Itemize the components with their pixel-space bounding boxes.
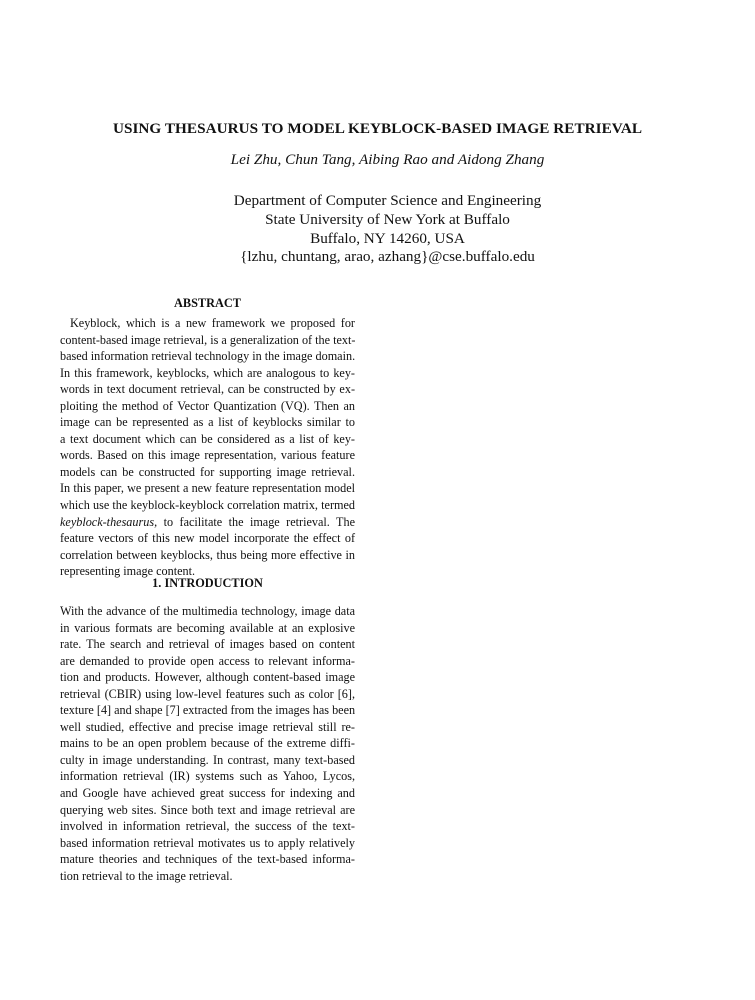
abstract-heading: ABSTRACT	[174, 296, 241, 310]
affiliation-address: Buffalo, NY 14260, USA	[310, 229, 465, 247]
abstract-line: representing image content.	[60, 564, 196, 579]
intro-line: querying web sites. Since both text and image retrieval are	[60, 802, 355, 817]
abstract-line: models can be constructed for supporting image retrieval.	[60, 464, 355, 479]
abstract-line: a text document which can be considered as a list of key-	[60, 431, 355, 446]
intro-line: tion retrieval to the image retrieval.	[60, 868, 233, 883]
intro-line: With the advance of the multimedia technology, image data	[60, 604, 355, 618]
abstract-line: ploiting the method of Vector Quantization (VQ). Then an	[60, 398, 355, 413]
affiliation-department: Department of Computer Science and Engineering	[233, 192, 542, 209]
affiliation-email: {lzhu, chuntang, arao, azhang}@cse.buffalo.edu	[240, 248, 535, 266]
intro-line: are demanded to provide open access to relevant informa-	[60, 653, 355, 668]
intro-line: based information retrieval motivates us to apply relatively	[60, 835, 355, 850]
abstract-line-rest: to facilitate the image retrieval. The	[163, 514, 355, 529]
abstract-line: feature vectors of this new model incorporate the effect of	[60, 531, 355, 546]
abstract-line: which use the keyblock-keyblock correlation matrix, termed	[60, 498, 355, 513]
italic-term: keyblock-thesaurus,	[60, 514, 158, 529]
abstract-line	[60, 514, 355, 531]
intro-line: retrieval (CBIR) using low-level features such as color [6],	[60, 686, 355, 701]
introduction-heading: 1. INTRODUCTION	[152, 576, 263, 590]
intro-line: rate. The search and retrieval of images based on content	[60, 637, 355, 652]
intro-line: mature theories and techniques of the text-based informa-	[60, 852, 355, 867]
abstract-body	[60, 315, 355, 580]
author-affiliation	[0, 192, 755, 267]
intro-line: culty in image understanding. In contrast, many text-based	[60, 752, 355, 767]
paper-authors: Lei Zhu, Chun Tang, Aibing Rao and Aidong Zhang	[230, 151, 545, 168]
abstract-line: words. Based on this image representation, various feature	[60, 448, 355, 463]
intro-line: tion and products. However, although content-based image	[60, 670, 355, 685]
introduction-body	[60, 603, 355, 884]
abstract-line: content-based image retrieval, is a generalization of the text-	[60, 332, 356, 347]
abstract-line: words in text document retrieval, can be constructed by ex-	[60, 382, 355, 397]
abstract-line: correlation between keyblocks, thus being more effective in	[60, 547, 355, 562]
intro-line: texture [4] and shape [7] extracted from the images has been	[60, 703, 356, 718]
intro-line: well studied, effective and precise image retrieval still re-	[60, 719, 355, 734]
intro-line: information retrieval (IR) systems such as Yahoo, Lycos,	[60, 769, 355, 784]
affiliation-university: State University of New York at Buffalo	[265, 210, 510, 228]
abstract-line: Keyblock, which is a new framework we proposed for	[70, 316, 355, 330]
abstract-line: In this framework, keyblocks, which are analogous to key-	[60, 365, 355, 380]
intro-line: and Google have achieved great success for indexing and	[60, 786, 355, 801]
intro-line: in various formats are becoming available at an explosive	[60, 620, 355, 635]
abstract-line: based information retrieval technology in the image domain.	[60, 349, 356, 364]
paper-title: USING THESAURUS TO MODEL KEYBLOCK-BASED IMAGE RETRIEVAL	[112, 120, 643, 137]
abstract-line: image can be represented as a list of keyblocks similar to	[60, 415, 355, 430]
intro-line: mains to be an open problem because of the extreme diffi-	[60, 736, 355, 751]
abstract-line: In this paper, we present a new feature representation model	[60, 481, 355, 496]
intro-line: involved in information retrieval, the success of the text-	[60, 819, 355, 834]
